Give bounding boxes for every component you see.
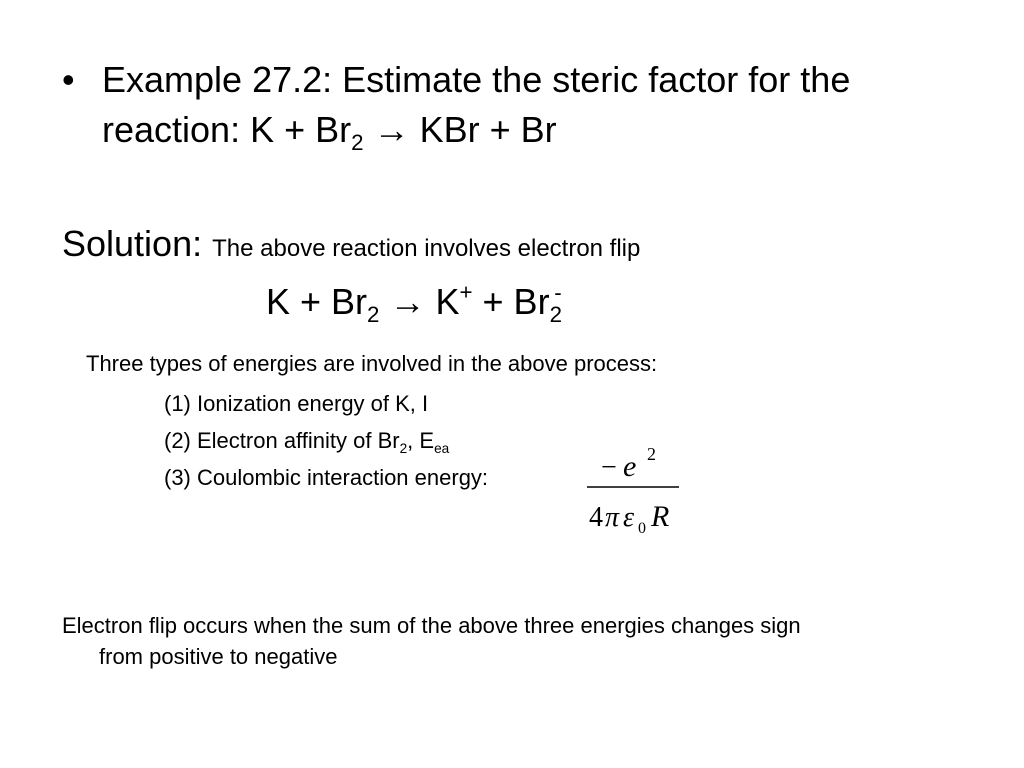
solution-text: The above reaction involves electron flip <box>212 235 641 262</box>
formula-minus: − <box>601 452 617 483</box>
coulomb-formula <box>583 436 683 546</box>
formula-R: R <box>651 500 670 533</box>
example-title-line1: Example 27.2: Estimate the steric factor for the <box>102 59 851 100</box>
conclusion-line1: Electron flip occurs when the sum of the above three energies changes sign <box>62 613 801 638</box>
arrow-symbol: → <box>379 281 436 322</box>
energy-item-2 <box>164 427 449 455</box>
formula-four: 4 <box>589 502 603 533</box>
formula-pi: π <box>605 502 620 533</box>
bromine-ion: + Br <box>472 281 550 322</box>
bullet-point: • <box>62 59 75 100</box>
superscript-plus: + <box>459 279 473 305</box>
formula-subscript-zero: 0 <box>638 520 646 537</box>
energy-item-3: (3) Coulombic interaction energy: <box>164 465 489 490</box>
subscript-2: 2 <box>549 301 562 327</box>
formula-epsilon: ε <box>623 502 635 533</box>
example-title-line2 <box>102 108 557 155</box>
potassium-ion: K <box>435 281 460 322</box>
solution-line <box>62 222 640 271</box>
electron-affinity-label: (2) Electron affinity of Br <box>164 428 400 453</box>
subscript-2: 2 <box>367 301 380 327</box>
energy-item-1: (1) Ionization energy of K, I <box>164 391 429 416</box>
arrow-symbol: → <box>363 109 420 150</box>
solution-heading: Solution: <box>62 223 203 264</box>
electron-flip-equation <box>266 279 562 327</box>
subscript-2: 2 <box>351 129 364 155</box>
subscript-ea: ea <box>434 440 450 456</box>
superscript-minus: - <box>554 279 562 305</box>
subscript-2: 2 <box>399 440 408 456</box>
energy-symbol: , E <box>407 428 435 453</box>
products-text: KBr + Br <box>419 109 557 150</box>
conclusion-line2: from positive to negative <box>99 644 338 669</box>
formula-e: e <box>623 450 637 483</box>
energies-intro: Three types of energies are involved in the above process: <box>86 351 658 376</box>
equation-reactants: K + Br <box>266 281 368 322</box>
formula-exponent: 2 <box>647 444 656 464</box>
reaction-label: reaction: K + Br <box>102 109 352 150</box>
